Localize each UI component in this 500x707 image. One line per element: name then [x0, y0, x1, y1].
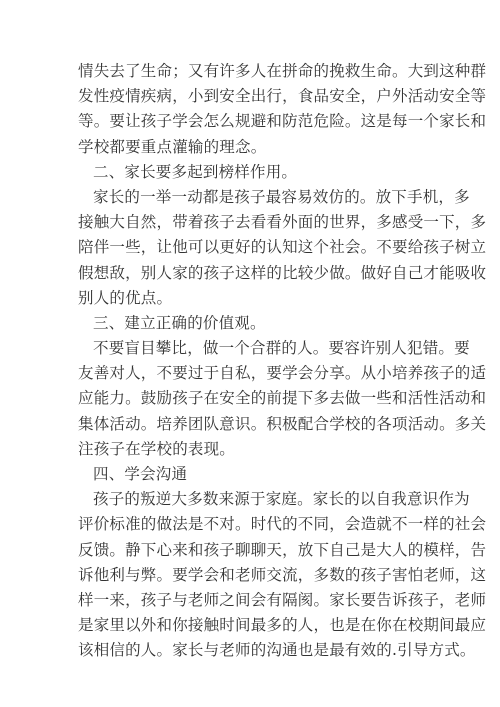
text-line: 该相信的人。家长与老师的沟通也是最有效的.引导方式。	[78, 641, 476, 660]
text-line: 孩子的叛逆大多数来源于家庭。家长的以自我意识作为	[93, 490, 470, 509]
text-line: 不要盲目攀比，做一个合群的人。要容许别人犯错。要	[93, 339, 470, 358]
text-line: 友善对人，不要过于自私，要学会分享。从小培养孩子的适	[78, 364, 487, 383]
text-line: 情失去了生命；又有许多人在拼命的挽救生命。大到这种群	[78, 62, 487, 80]
text-line: 反馈。静下心来和孩子聊聊天，放下自己是大人的模样，告	[78, 540, 487, 559]
text-line: 接触大自然，带着孩子去看看外面的世界，多感受一下，多	[78, 213, 487, 232]
text-line: 家长的一举一动都是孩子最容易效仿的。放下手机，多	[93, 187, 470, 206]
text-line: 集体活动。培养团队意识。积极配合学校的各项活动。多关	[78, 414, 487, 433]
text-line: 发性疫情疾病，小到安全出行，食品安全，户外活动安全等	[78, 87, 487, 106]
section-heading-4: 四、学会沟通	[93, 465, 188, 483]
paragraph-4	[78, 487, 487, 663]
section-heading-3: 三、建立正确的价值观。	[93, 313, 266, 332]
paragraph-2	[78, 185, 487, 311]
text-line: 陪伴一些，让他可以更好的认知这个社会。不要给孩子树立	[78, 238, 487, 257]
document-body	[78, 59, 487, 664]
text-line: 应能力。鼓励孩子在安全的前提下多去做一些和活性活动和	[78, 389, 487, 408]
text-line: 别人的优点。	[78, 288, 173, 307]
text-line: 样一来，孩子与老师之间会有隔阂。家长要告诉孩子，老师	[78, 590, 487, 609]
text-line: 诉他利与弊。要学会和老师交流，多数的孩子害怕老师，这	[78, 565, 487, 584]
paragraph-1	[78, 59, 487, 160]
text-line: 学校都要重点灌输的理念。	[78, 137, 267, 156]
paragraph-3	[78, 336, 487, 462]
text-line: 假想敌，别人家的孩子这样的比较少做。做好自己才能吸收	[78, 263, 487, 282]
text-line: 等。要让孩子学会怎么规避和防范危险。这是每一个家长和	[78, 112, 487, 131]
section-heading-2: 二、家长要多起到榜样作用。	[93, 162, 298, 181]
text-line: 评价标准的做法是不对。时代的不同，会造就不一样的社会	[78, 515, 487, 534]
text-line: 注孩子在学校的表现。	[78, 439, 236, 458]
text-line: 是家里以外和你接触时间最多的人，也是在你在校期间最应	[78, 616, 487, 635]
